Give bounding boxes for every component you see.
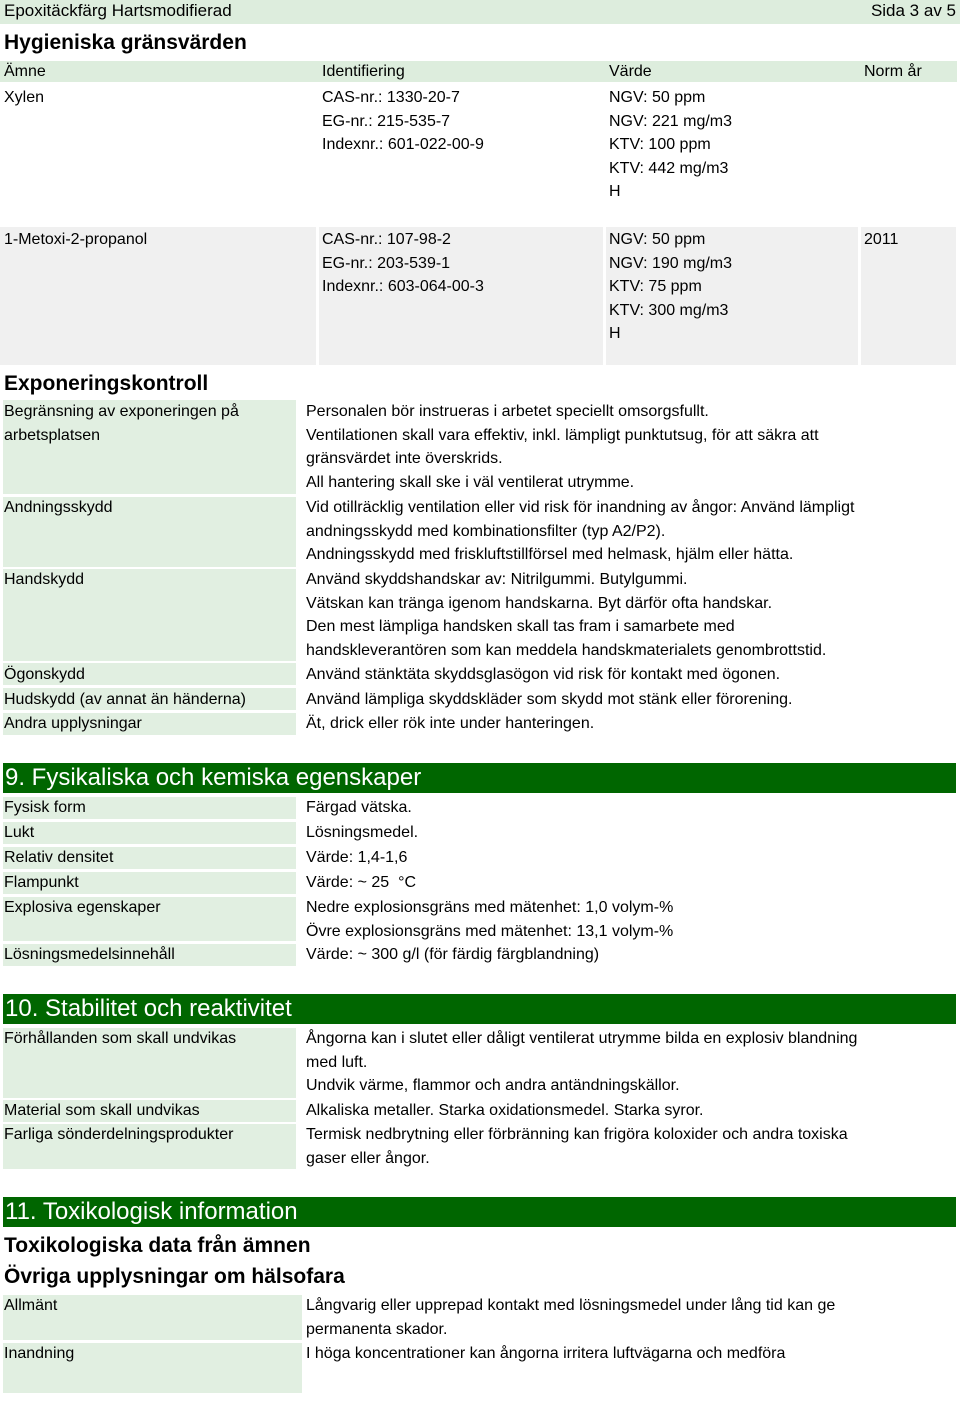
hygiene-heading: Hygieniska gränsvärden [4,31,247,54]
norm-year: 2011 [864,231,899,248]
page-header [0,0,960,24]
exposure-label-other: Andra upplysningar [4,715,142,732]
page-number: Sida 3 av 5 [870,1,956,20]
prop-value-density: Värde: 1,4-1,6 [306,849,408,866]
stability-text-conditions: Ångorna kan i slutet eller dåligt ventilerat utrymme bilda en explosiv blandning med luft. Undvik värme, flammor och andra antändningskällor. [306,1030,858,1094]
exposure-text-skin: Använd lämpliga skyddskläder som skydd mot stänk eller förorening. [306,691,793,708]
health-label-inhalation: Inandning [4,1345,75,1362]
section-11-heading: 11. Toxikologisk information [3,1197,956,1227]
exposure-text-eye: Använd stänktäta skyddsglasögon vid risk för kontakt med ögonen. [306,666,781,683]
substance-name: Xylen [4,89,45,106]
exposure-text-respiratory: Vid otillräcklig ventilation eller vid risk för inandning av ångor: Använd lämpligt andningsskydd med kombinationsfilter (typ A2/P2). Andningsskydd med friskluftstillförsel med helmask, hjälm eller hätta. [306,499,855,563]
exposure-heading: Exponeringskontroll [4,372,209,395]
hygiene-row-metoxipropanol [0,226,957,364]
identification: CAS-nr.: 1330-20-7 EG-nr.: 215-535-7 Indexnr.: 601-022-00-9 [322,89,484,153]
col-varde: Värde [609,63,652,80]
exposure-label-hand: Handskydd [4,571,85,588]
stability-text-materials: Alkaliska metaller. Starka oxidationsmedel. Starka syror. [306,1102,704,1119]
prop-label-odor: Lukt [4,824,35,841]
exposure-text-other: Ät, drick eller rök inte under hanteringen. [306,715,595,732]
section-9-heading: 9. Fysikaliska och kemiska egenskaper [3,763,956,793]
prop-label-form: Fysisk form [4,799,86,816]
prop-label-solvent: Lösningsmedelsinnehåll [4,946,175,963]
limit-values: NGV: 50 ppm NGV: 221 mg/m3 KTV: 100 ppm KTV: 442 mg/m3 H [609,89,733,200]
health-text-general: Långvarig eller upprepad kontakt med lösningsmedel under lång tid kan ge permanenta skador. [306,1297,836,1338]
exposure-label-eye: Ögonskydd [4,666,85,683]
identification: CAS-nr.: 107-98-2 EG-nr.: 203-539-1 Indexnr.: 603-064-00-3 [322,231,484,295]
stability-label-decomposition: Farliga sönderdelningsprodukter [4,1126,234,1143]
col-identifiering: Identifiering [322,63,405,80]
prop-value-odor: Lösningsmedel. [306,824,419,841]
prop-label-density: Relativ densitet [4,849,114,866]
label-cell-bg [3,822,296,844]
col-norm-ar: Norm år [864,63,922,80]
hygiene-column-header [0,61,957,82]
stability-text-decomposition: Termisk nedbrytning eller förbränning kan frigöra koloxider och andra toxiska gaser eller ångor. [306,1126,848,1167]
prop-label-explosive: Explosiva egenskaper [4,899,161,916]
stability-label-materials: Material som skall undvikas [4,1102,200,1119]
exposure-label-respiratory: Andningsskydd [4,499,113,516]
substance-name: 1-Metoxi-2-propanol [4,231,148,248]
exposure-text-hand: Använd skyddshandskar av: Nitrilgummi. Butylgummi. Vätskan kan tränga igenom handskarna. Byt därför ofta handskar. Den mest lämpliga handsken skall tas fram i samarbete med handskleverantören som kan meddela handskmaterialets genombrottstid. [306,571,827,659]
exposure-label-skin: Hudskydd (av annat än händerna) [4,691,246,708]
prop-value-explosive: Nedre explosionsgräns med mätenhet: 1,0 volym-% Övre explosionsgräns med mätenhet: 13,1 volym-% [306,899,674,940]
hygiene-row-xylen [0,84,957,214]
col-amne: Ämne [4,63,46,80]
exposure-label-limitation: Begränsning av exponeringen på arbetsplatsen [4,403,239,444]
document-title: Epoxitäckfärg Hartsmodifierad [4,1,232,20]
exposure-text-limitation: Personalen bör instrueras i arbetet speciellt omsorgsfullt. Ventilationen skall vara effektiv, inkl. lämpligt punktutsug, för att säkra att gränsvärdet inte överskrids. All hantering skall ske i väl ventilerat utrymme. [306,403,819,491]
health-info-heading: Övriga upplysningar om hälsofara [4,1265,345,1288]
prop-value-flashpoint: Värde: ~ 25 °C [306,874,417,891]
toxicology-data-heading: Toxikologiska data från ämnen [4,1234,311,1257]
health-text-inhalation: I höga koncentrationer kan ångorna irritera luftvägarna och medföra [306,1345,786,1362]
health-label-general: Allmänt [4,1297,58,1314]
prop-value-form: Färgad vätska. [306,799,412,816]
prop-label-flashpoint: Flampunkt [4,874,79,891]
limit-values: NGV: 50 ppm NGV: 190 mg/m3 KTV: 75 ppm KTV: 300 mg/m3 H [609,231,733,342]
stability-label-conditions: Förhållanden som skall undvikas [4,1030,237,1047]
section-10-heading: 10. Stabilitet och reaktivitet [3,994,956,1024]
prop-value-solvent: Värde: ~ 300 g/l (för färdig färgblandning) [306,946,600,963]
